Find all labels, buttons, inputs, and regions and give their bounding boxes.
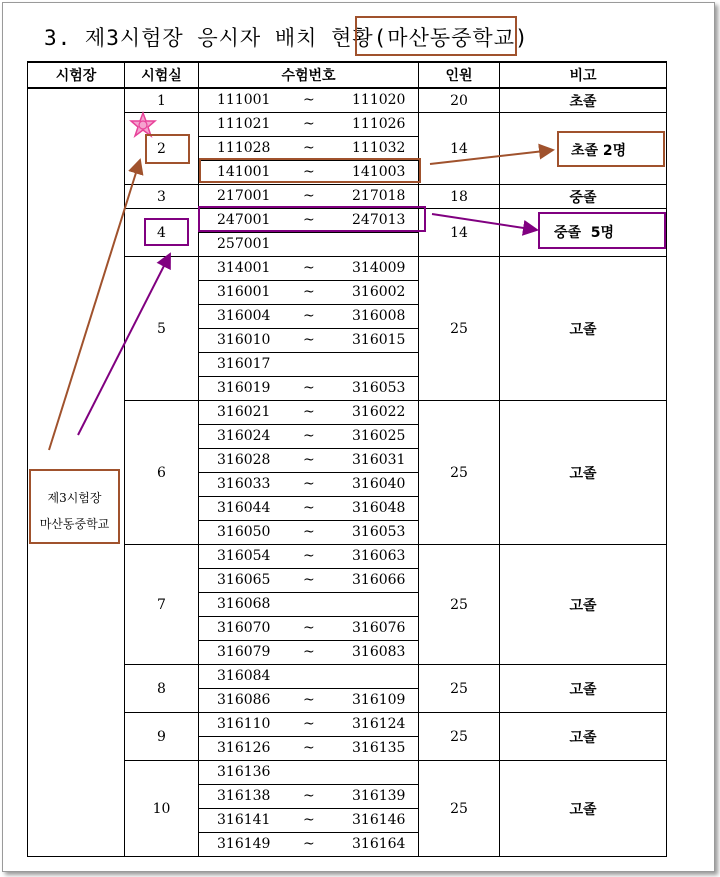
range-start: 316070 [217, 620, 271, 636]
range-start: 257001 [217, 236, 271, 252]
range-start: 316141 [217, 812, 271, 828]
arrow-room2-to-site [49, 160, 140, 450]
note-cell: 고졸 [500, 401, 667, 545]
site-label-box [29, 469, 120, 544]
room-cell: 10 [125, 761, 199, 857]
site-label-line1: 제3시험장 [47, 491, 102, 505]
range-tilde: ~ [303, 428, 315, 444]
range-end: 316135 [352, 740, 406, 756]
note-cell: 고졸 [500, 257, 667, 401]
range-tilde: ~ [303, 116, 315, 132]
header-room: 시험실 [125, 62, 199, 88]
range-start: 247001 [217, 212, 271, 228]
range-start: 316024 [217, 428, 271, 444]
range-tilde: ~ [303, 692, 315, 708]
note-cell: 중졸 [500, 185, 667, 209]
room-cell: 4 [125, 209, 199, 257]
range-tilde: ~ [303, 836, 315, 852]
range-start: 316126 [217, 740, 271, 756]
range-start: 316136 [217, 764, 271, 780]
range-end: 111032 [352, 140, 406, 156]
range-end: 316083 [352, 644, 406, 660]
range-end: 316022 [352, 404, 406, 420]
range-end: 316053 [352, 380, 406, 396]
range-end: 316109 [352, 692, 406, 708]
range-start: 316028 [217, 452, 271, 468]
range-start: 316019 [217, 380, 271, 396]
note-cell: 고졸 [500, 665, 667, 713]
range-end: 316124 [352, 716, 406, 732]
range-end: 217018 [352, 188, 406, 204]
range-end: 316015 [352, 332, 406, 348]
range-tilde: ~ [303, 476, 315, 492]
range-tilde: ~ [303, 788, 315, 804]
range-end: 316048 [352, 500, 406, 516]
range-start: 316017 [217, 356, 271, 372]
range-start: 217001 [217, 188, 271, 204]
range-tilde: ~ [303, 716, 315, 732]
range-tilde: ~ [303, 140, 315, 156]
count-cell: 25 [419, 665, 500, 713]
range-start: 316010 [217, 332, 271, 348]
note-cell: 고졸 [500, 713, 667, 761]
range-start: 316086 [217, 692, 271, 708]
range-end: 316031 [352, 452, 406, 468]
note-room4-box [538, 212, 666, 249]
range-tilde: ~ [303, 380, 315, 396]
range-start: 316138 [217, 788, 271, 804]
range-tilde: ~ [303, 452, 315, 468]
range-tilde: ~ [303, 164, 315, 180]
range-start: 316065 [217, 572, 271, 588]
room-cell: 5 [125, 257, 199, 401]
note-room2-box [557, 131, 665, 167]
range-end: 316139 [352, 788, 406, 804]
range-start: 111001 [217, 92, 271, 108]
room4-highlight-box [144, 218, 189, 246]
range-end: 316076 [352, 620, 406, 636]
count-cell: 25 [419, 761, 500, 857]
range-tilde: ~ [303, 548, 315, 564]
range-start: 111021 [217, 116, 271, 132]
range-start: 111028 [217, 140, 271, 156]
range-tilde: ~ [303, 524, 315, 540]
room-cell: 7 [125, 545, 199, 665]
range-141001-highlight-box [199, 158, 421, 183]
range-tilde: ~ [303, 620, 315, 636]
range-tilde: ~ [303, 740, 315, 756]
range-end: 316002 [352, 284, 406, 300]
range-tilde: ~ [303, 812, 315, 828]
arrow-room4-to-site [78, 254, 170, 435]
note-cell: 초졸 [500, 88, 667, 113]
room-cell: 3 [125, 185, 199, 209]
range-end: 316146 [352, 812, 406, 828]
count-cell: 25 [419, 401, 500, 545]
range-tilde: ~ [303, 308, 315, 324]
range-start: 316033 [217, 476, 271, 492]
count-cell: 25 [419, 713, 500, 761]
range-end: 111026 [352, 116, 406, 132]
range-tilde: ~ [303, 92, 315, 108]
range-end: 141003 [352, 164, 406, 180]
room-cell: 8 [125, 665, 199, 713]
range-end: 316008 [352, 308, 406, 324]
range-end: 316040 [352, 476, 406, 492]
site-label-line2: 마산동중학교 [39, 517, 110, 531]
note-cell: 고졸 [500, 545, 667, 665]
range-tilde: ~ [303, 260, 315, 276]
count-cell: 20 [419, 88, 500, 113]
range-end: 314009 [352, 260, 406, 276]
range-end: 111020 [352, 92, 406, 108]
room-cell: 6 [125, 401, 199, 545]
count-cell: 18 [419, 185, 500, 209]
note-room2-text: 초졸 2명 [571, 143, 627, 159]
count-cell: 25 [419, 545, 500, 665]
range-start: 314001 [217, 260, 271, 276]
range-start: 316149 [217, 836, 271, 852]
room-cell: 2 [125, 113, 199, 185]
count-cell: 14 [419, 209, 500, 257]
range-tilde: ~ [303, 212, 315, 228]
range-start: 316079 [217, 644, 271, 660]
range-start: 316044 [217, 500, 271, 516]
range-start: 141001 [217, 164, 271, 180]
range-tilde: ~ [303, 500, 315, 516]
range-start: 316050 [217, 524, 271, 540]
range-tilde: ~ [303, 644, 315, 660]
range-start: 316110 [217, 716, 271, 732]
count-cell: 14 [419, 113, 500, 185]
range-start: 316084 [217, 668, 271, 684]
count-cell: 25 [419, 257, 500, 401]
range-tilde: ~ [303, 332, 315, 348]
note-room4-text: 중졸 5명 [554, 225, 615, 241]
range-start: 316068 [217, 596, 271, 612]
range-end: 316063 [352, 548, 406, 564]
range-end: 316164 [352, 836, 406, 852]
range-end: 316066 [352, 572, 406, 588]
room-cell: 1 [125, 88, 199, 113]
range-end: 247013 [352, 212, 406, 228]
range-tilde: ~ [303, 404, 315, 420]
header-count: 인원 [419, 62, 500, 88]
header-exam-number: 수험번호 [199, 62, 419, 88]
range-start: 316021 [217, 404, 271, 420]
star-icon [131, 113, 155, 136]
range-start: 316004 [217, 308, 271, 324]
range-tilde: ~ [303, 284, 315, 300]
header-note: 비고 [500, 62, 667, 88]
range-tilde: ~ [303, 572, 315, 588]
arrow-room2-note [430, 150, 553, 164]
room-cell: 9 [125, 713, 199, 761]
range-tilde: ~ [303, 188, 315, 204]
range-247001-highlight-box [198, 206, 426, 232]
note-cell: 고졸 [500, 761, 667, 857]
arrow-room4-note [432, 214, 537, 230]
range-end: 316053 [352, 524, 406, 540]
header-site: 시험장 [28, 62, 125, 88]
section-title: 3. 제3시험장 응시자 배치 현황(마산동중학교) [44, 26, 529, 50]
range-end: 316025 [352, 428, 406, 444]
room2-highlight-box [145, 134, 190, 164]
range-start: 316001 [217, 284, 271, 300]
range-start: 316054 [217, 548, 271, 564]
